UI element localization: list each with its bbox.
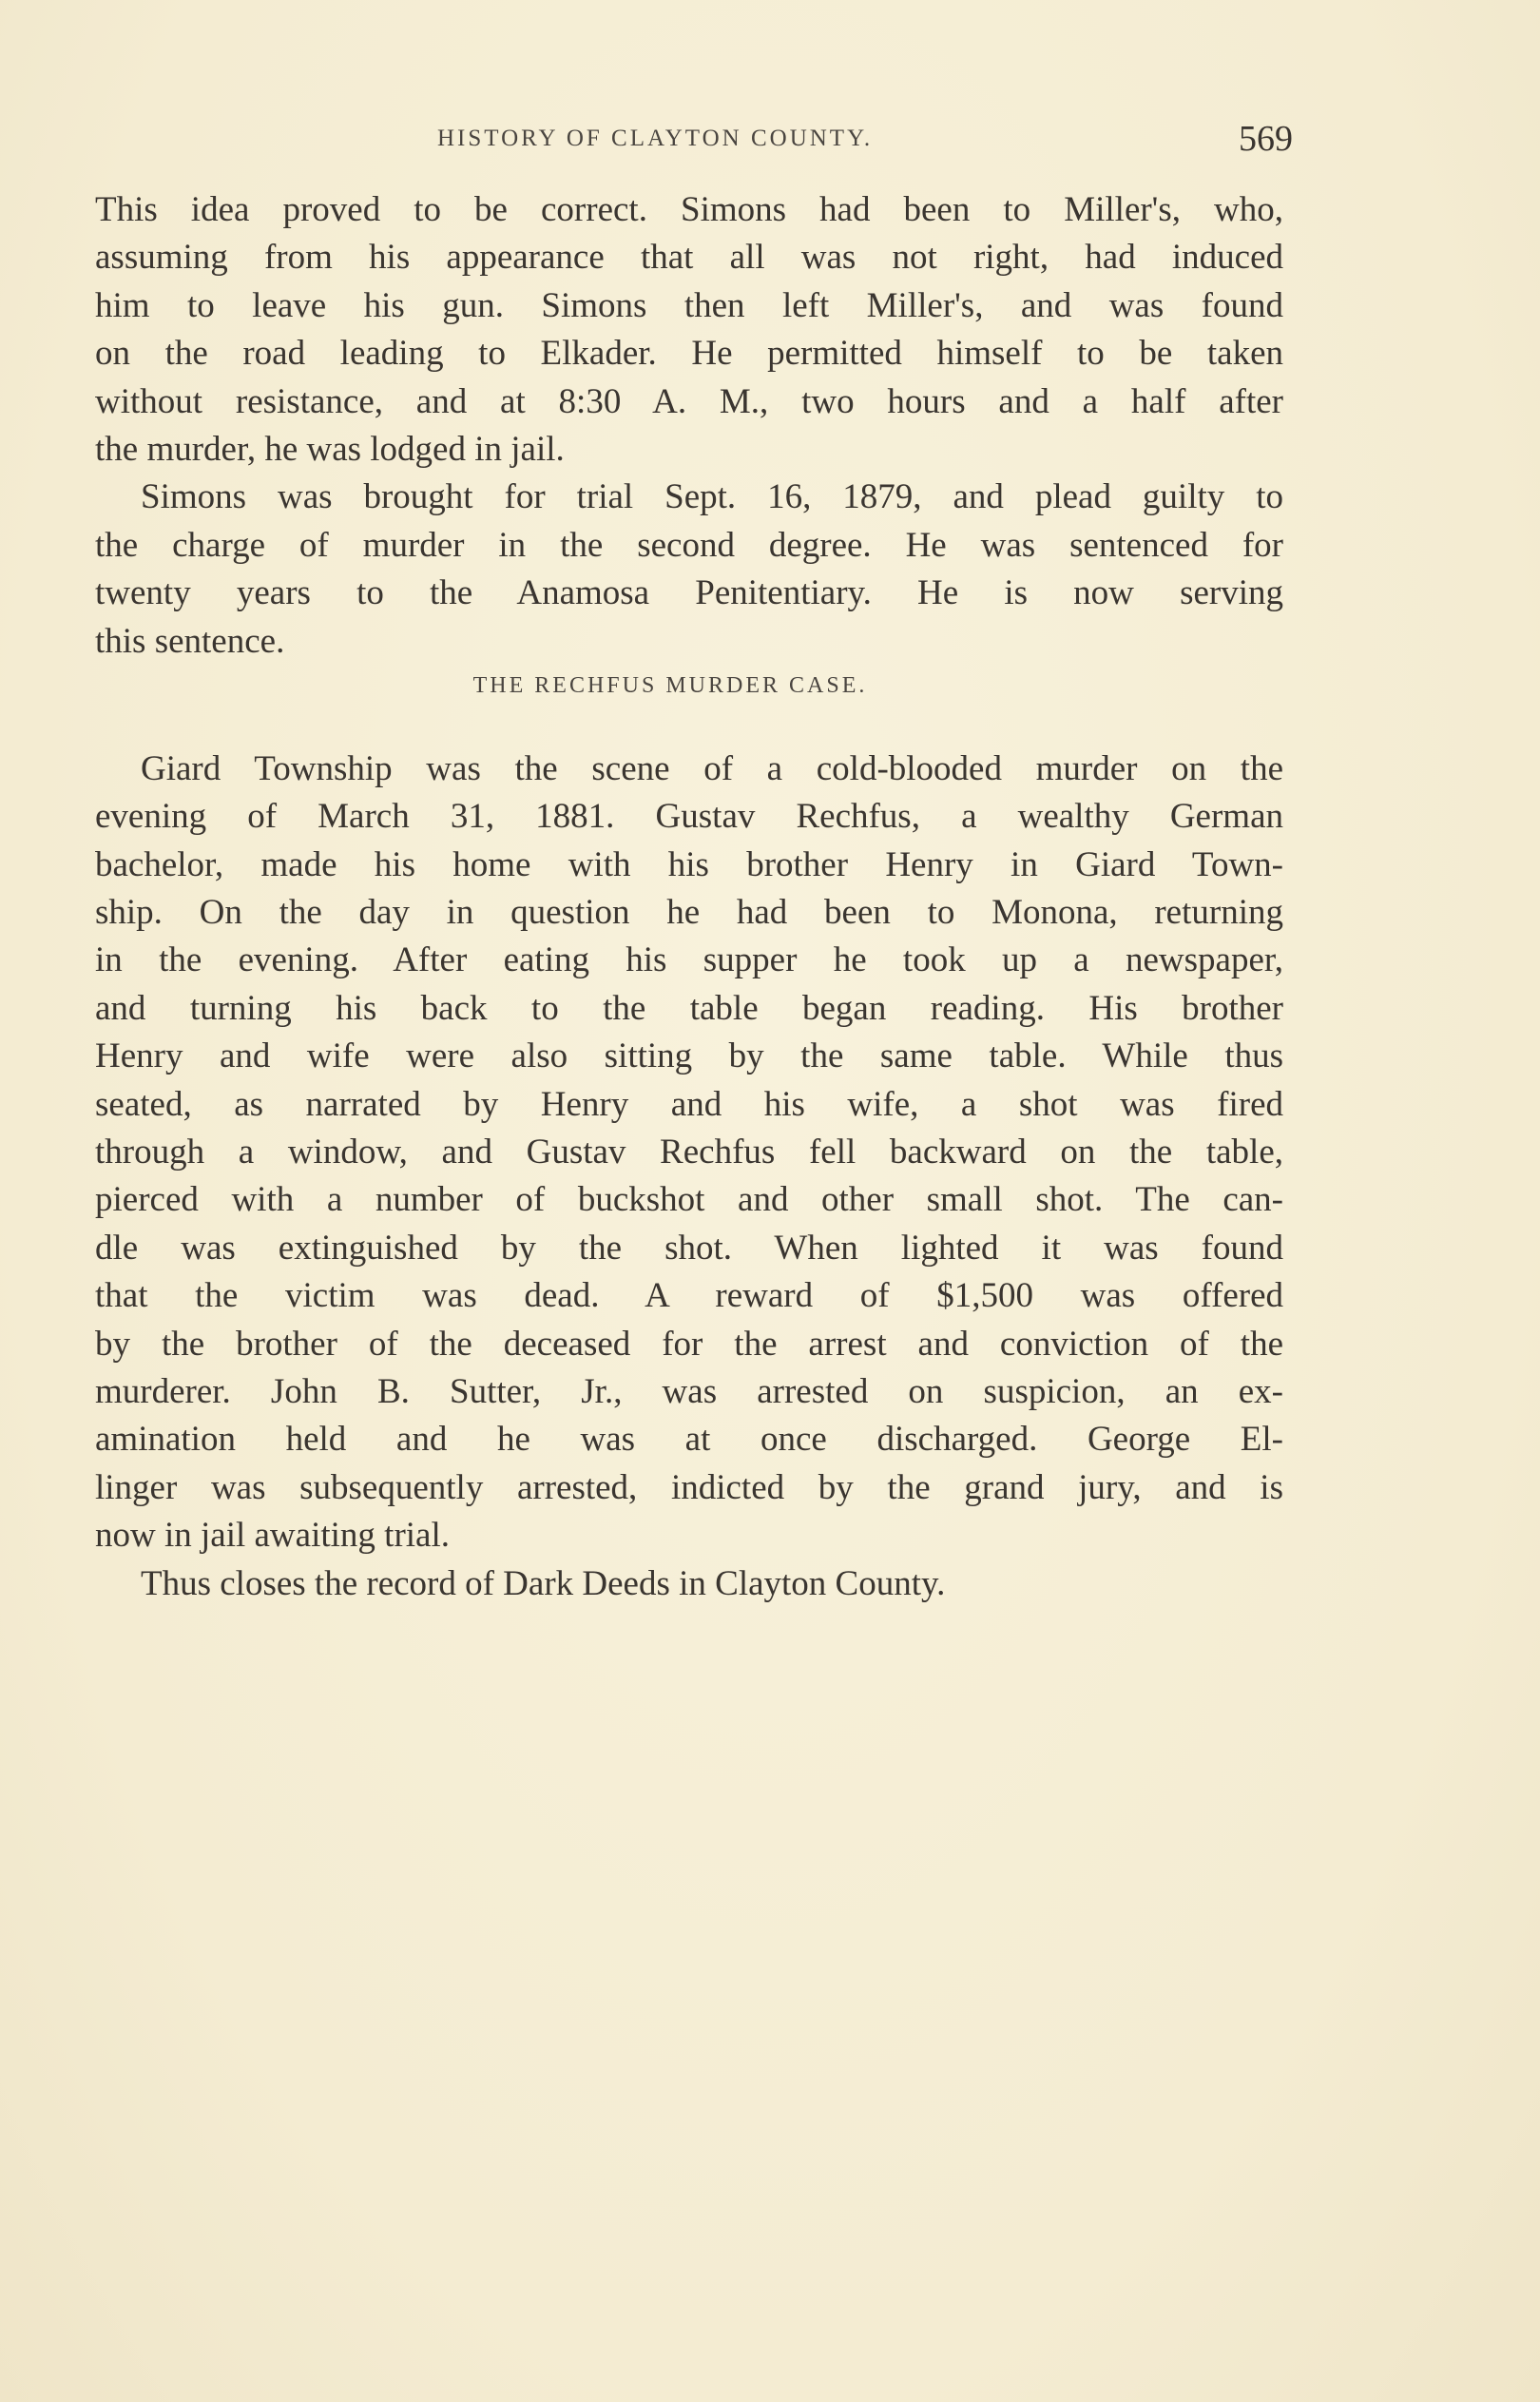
text-line: bachelor, made his home with his brother Henry in Giard Town- bbox=[95, 844, 1283, 884]
text-line: Giard Township was the scene of a cold-blooded murder on the bbox=[141, 748, 1283, 788]
page-header bbox=[95, 118, 1293, 165]
text-line: murderer. John B. Sutter, Jr., was arrested on suspicion, an ex- bbox=[95, 1371, 1283, 1411]
text-line: Thus closes the record of Dark Deeds in Clayton County. bbox=[141, 1563, 946, 1603]
paragraph-4 bbox=[95, 1560, 1283, 1608]
text-line: ship. On the day in question he had been to Monona, returning bbox=[95, 893, 1283, 933]
body-text bbox=[95, 186, 1283, 1608]
text-line: evening of March 31, 1881. Gustav Rechfus, a wealthy German bbox=[95, 797, 1283, 837]
paragraph-2 bbox=[95, 474, 1283, 666]
running-head: HISTORY OF CLAYTON COUNTY. bbox=[437, 126, 874, 151]
page-number: 569 bbox=[1239, 119, 1293, 159]
text-line: pierced with a number of buckshot and other small shot. The can- bbox=[95, 1180, 1283, 1220]
text-line: on the road leading to Elkader. He permitted himself to be taken bbox=[95, 334, 1283, 374]
text-line: linger was subsequently arrested, indicted by the grand jury, and is bbox=[95, 1467, 1283, 1507]
text-line: the murder, he was lodged in jail. bbox=[95, 429, 565, 469]
text-line: seated, as narrated by Henry and his wife, a shot was fired bbox=[95, 1084, 1283, 1124]
text-line: Simons was brought for trial Sept. 16, 1879, and plead guilty to bbox=[141, 477, 1283, 517]
text-line: the charge of murder in the second degree. He was sentenced for bbox=[95, 525, 1283, 565]
text-line: twenty years to the Anamosa Penitentiary. He is now serving bbox=[95, 573, 1283, 613]
text-line: amination held and he was at once discharged. George El- bbox=[95, 1420, 1283, 1460]
text-line: through a window, and Gustav Rechfus fell backward on the table, bbox=[95, 1133, 1283, 1172]
paragraph-3 bbox=[95, 746, 1283, 1560]
text-line: this sentence. bbox=[95, 621, 285, 661]
paragraph-1 bbox=[95, 186, 1283, 474]
text-line: This idea proved to be correct. Simons had been to Miller's, who, bbox=[95, 190, 1283, 229]
text-line: Henry and wife were also sitting by the same table. While thus bbox=[95, 1036, 1283, 1076]
text-line: and turning his back to the table began reading. His brother bbox=[95, 988, 1283, 1028]
text-line: in the evening. After eating his supper he took up a newspaper, bbox=[95, 940, 1283, 980]
section-heading: THE RECHFUS MURDER CASE. bbox=[472, 672, 868, 698]
text-line: assuming from his appearance that all was not right, had induced bbox=[95, 238, 1283, 278]
text-line: dle was extinguished by the shot. When lighted it was found bbox=[95, 1228, 1283, 1268]
text-line: him to leave his gun. Simons then left Miller's, and was found bbox=[95, 285, 1283, 325]
text-line: that the victim was dead. A reward of $1,500 was offered bbox=[95, 1276, 1283, 1316]
text-line: without resistance, and at 8:30 A. M., two hours and a half after bbox=[95, 381, 1283, 421]
text-line: by the brother of the deceased for the arrest and conviction of the bbox=[95, 1324, 1283, 1364]
text-line: now in jail awaiting trial. bbox=[95, 1516, 450, 1556]
